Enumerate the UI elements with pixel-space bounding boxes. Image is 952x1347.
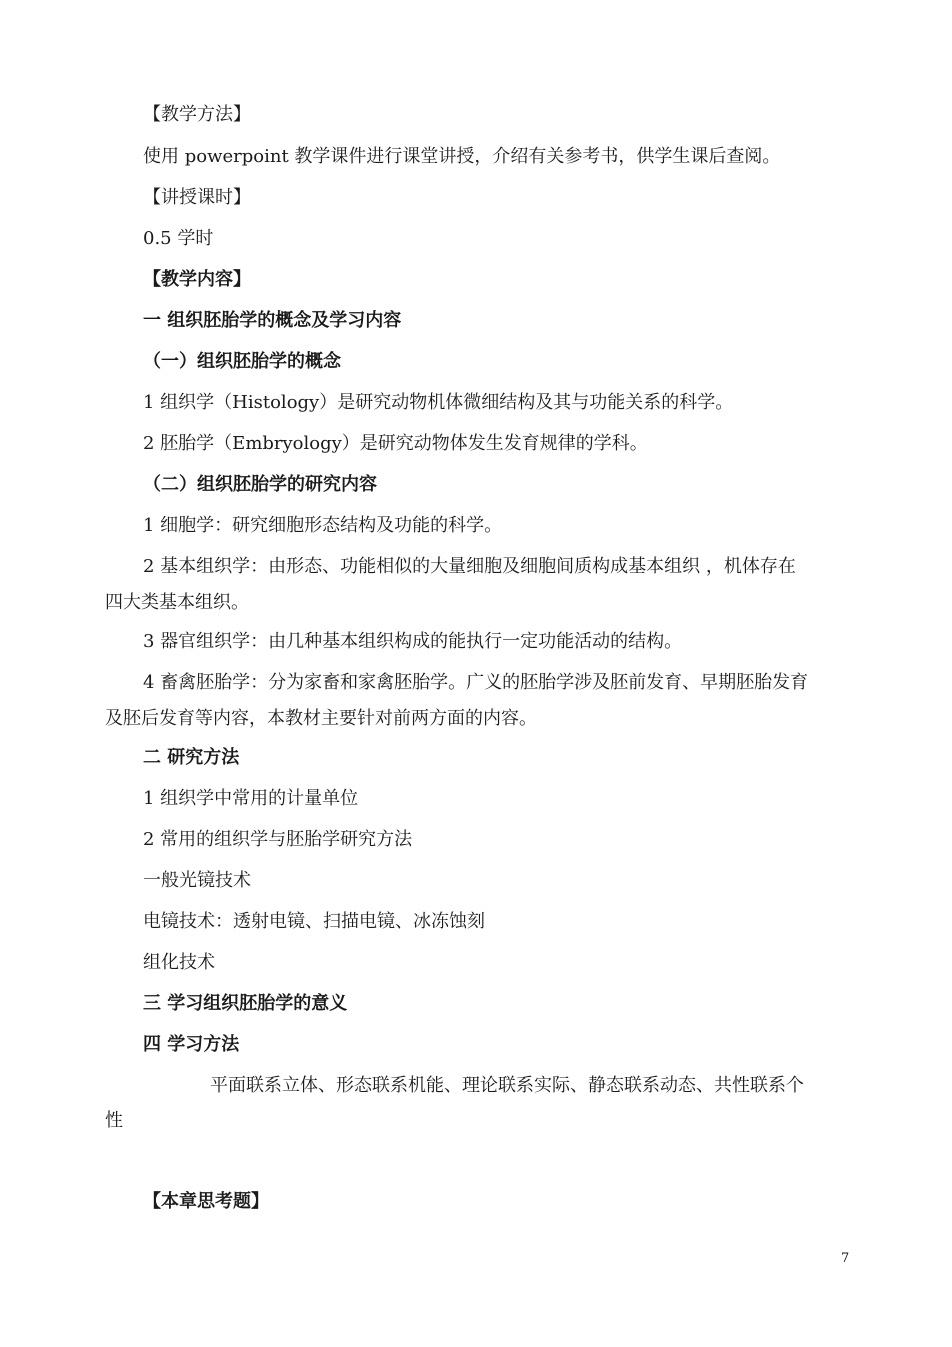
teaching-method-text: 使用 powerpoint 教学课件进行课堂讲授，介绍有关参考书，供学生课后查阅。 — [143, 146, 781, 167]
heading-lecture-hours: 【讲授课时】 — [143, 187, 251, 208]
lecture-hours-text: 0.5 学时 — [143, 228, 214, 249]
page-number: 7 — [841, 1251, 850, 1266]
paragraph-embryology: 2 胚胎学（Embryology）是研究动物体发生发育规律的学科。 — [143, 433, 648, 454]
section-1-title: 一 组织胚胎学的概念及学习内容 — [143, 310, 402, 331]
heading-teaching-method: 【教学方法】 — [143, 104, 251, 125]
list-item-light-microscopy: 一般光镜技术 — [143, 870, 251, 891]
paragraph-histology: 1 组织学（Histology）是研究动物机体微细结构及其与功能关系的科学。 — [143, 392, 734, 413]
section-3-title: 三 学习组织胚胎学的意义 — [143, 993, 348, 1014]
section-4-title: 四 学习方法 — [143, 1034, 240, 1055]
paragraph-basic-histology-cont: 四大类基本组织。 — [105, 592, 249, 613]
list-item-units: 1 组织学中常用的计量单位 — [143, 788, 359, 809]
subsection-1-1-title: （一）组织胚胎学的概念 — [143, 351, 341, 372]
paragraph-livestock-embryology-cont: 及胚后发育等内容，本教材主要针对前两方面的内容。 — [105, 708, 537, 729]
list-item-electron-microscopy: 电镜技术：透射电镜、扫描电镜、冰冻蚀刻 — [143, 911, 485, 932]
paragraph-livestock-embryology: 4 畜禽胚胎学：分为家畜和家禽胚胎学。广义的胚胎学涉及胚前发育、早期胚胎发育 — [143, 672, 809, 693]
heading-chapter-questions: 【本章思考题】 — [143, 1191, 269, 1212]
paragraph-cytology: 1 细胞学：研究细胞形态结构及功能的科学。 — [143, 515, 503, 536]
section-2-title: 二 研究方法 — [143, 747, 240, 768]
list-item-methods: 2 常用的组织学与胚胎学研究方法 — [143, 829, 413, 850]
subsection-1-2-title: （二）组织胚胎学的研究内容 — [143, 474, 377, 495]
paragraph-learning-method-cont: 性 — [105, 1110, 123, 1131]
paragraph-organ-histology: 3 器官组织学：由几种基本组织构成的能执行一定功能活动的结构。 — [143, 631, 683, 652]
list-item-histochemistry: 组化技术 — [143, 952, 215, 973]
paragraph-learning-method: 平面联系立体、形态联系机能、理论联系实际、静态联系动态、共性联系个 — [210, 1075, 804, 1096]
heading-teaching-content: 【教学内容】 — [143, 269, 251, 290]
paragraph-basic-histology: 2 基本组织学：由形态、功能相似的大量细胞及细胞间质构成基本组织 ，机体存在 — [143, 556, 796, 577]
